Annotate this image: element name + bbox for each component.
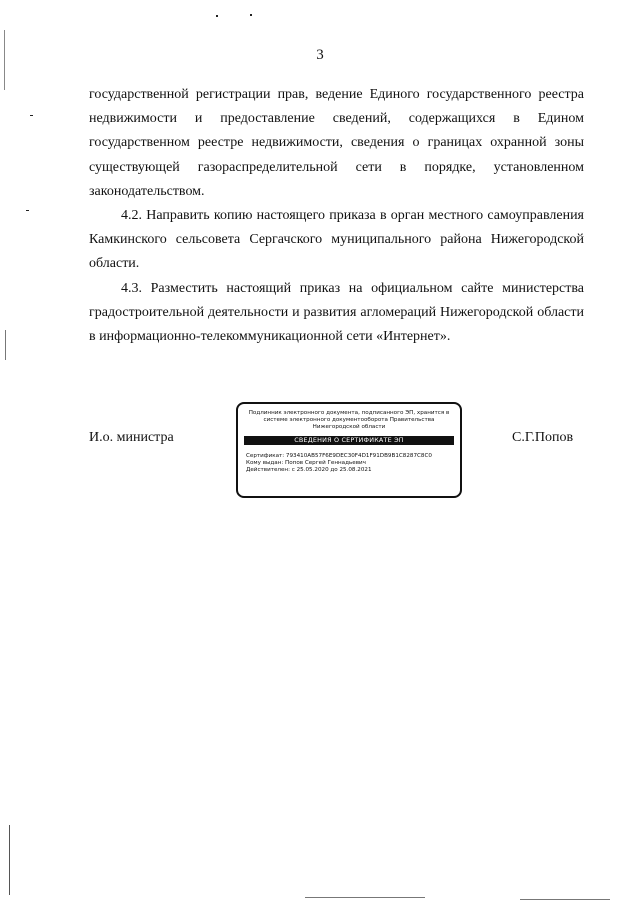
paragraph-4-3: 4.3. Разместить настоящий приказ на официальном сайте министерства градостроительной деятельности и развития агломераций Нижегородской области в информационно-телекоммуникационной сети «Интернет». <box>89 280 584 345</box>
document-body <box>89 83 584 349</box>
scan-artifact <box>5 330 6 360</box>
electronic-signature-stamp <box>236 402 462 498</box>
scan-artifact <box>30 115 33 116</box>
stamp-details <box>246 453 460 474</box>
stamp-heading: Подлинник электронного документа, подписанного ЭП, хранится в системе электронного документооборота Правительства Нижегородской области <box>248 410 450 430</box>
scan-artifact <box>216 15 218 17</box>
stamp-issued-to: Кому выдан: Попов Сергей Геннадьевич <box>246 460 366 466</box>
signer-title: И.о. министра <box>89 430 174 445</box>
stamp-certificate: Сертификат: 793410AB57F6E9DEC30F4D1F91DB9B1C8287C8C0 <box>246 453 432 459</box>
stamp-certificate-bar: СВЕДЕНИЯ О СЕРТИФИКАТЕ ЭП <box>244 436 454 445</box>
scan-artifact <box>9 825 10 895</box>
paragraph-4-2: 4.2. Направить копию настоящего приказа в орган местного самоуправления Камкинского сельсовета Сергачского муниципального района Нижегородской области. <box>89 208 584 272</box>
scan-artifact <box>250 14 252 16</box>
stamp-validity: Действителен: с 25.05.2020 до 25.08.2021 <box>246 467 372 473</box>
page-number: 3 <box>316 47 324 63</box>
scan-artifact <box>520 899 610 900</box>
scan-artifact <box>4 30 5 90</box>
paragraph-continuation: государственной регистрации прав, ведение Единого государственного реестра недвижимости и предоставление сведений, содержащихся в Едином государственном реестре недвижимости, сведения о границах охранной зоны существующей газораспределительной сети в порядке, установленном законодательством. <box>89 87 584 199</box>
scan-artifact <box>26 210 29 211</box>
signer-name: С.Г.Попов <box>512 430 574 445</box>
scan-artifact <box>305 897 425 898</box>
